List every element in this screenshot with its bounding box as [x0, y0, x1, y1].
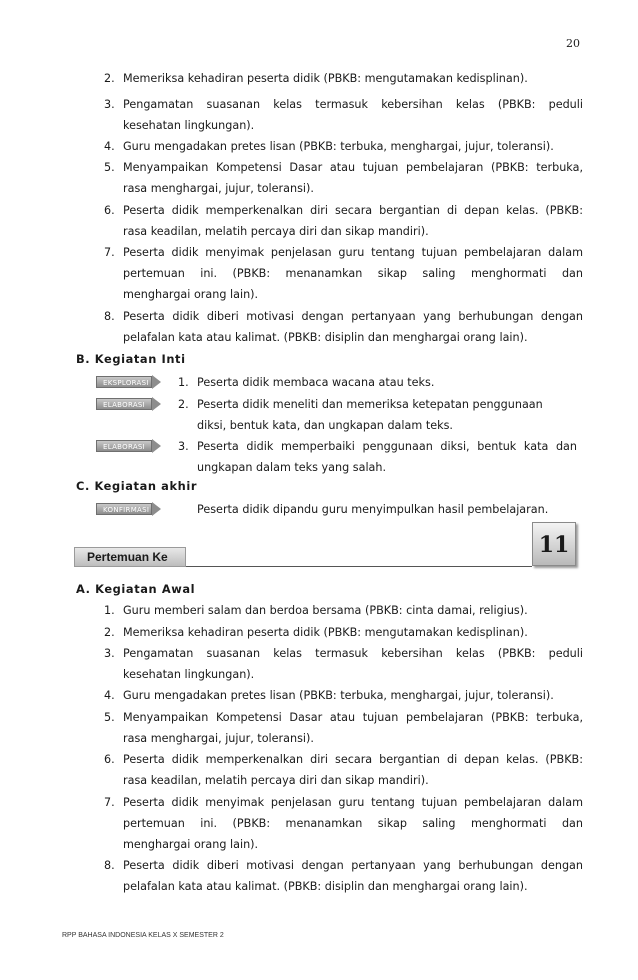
item-text: rasa keadilan, melatih percaya diri dan sikap mandiri).: [123, 225, 429, 238]
item-text: diksi, bentuk kata, dan ungkapan dalam teks.: [197, 419, 453, 432]
item-number: 6.: [104, 204, 115, 217]
item-number: 3.: [104, 98, 115, 111]
item-text: Peserta didik diberi motivasi dengan pertanyaan yang berhubungan dengan: [123, 310, 583, 323]
badge-label: KONFIRMASI: [96, 503, 152, 515]
item-text: Pengamatan suasanan kelas termasuk kebersihan kelas (PBKB: peduli: [123, 98, 583, 111]
item-number: 7.: [104, 796, 115, 809]
item-number: 8.: [104, 310, 115, 323]
item-number: 5.: [104, 161, 115, 174]
item-number: 8.: [104, 859, 115, 872]
item-text: pelafalan kata atau kalimat. (PBKB: disiplin dan menghargai orang lain).: [123, 331, 528, 344]
item-text: kesehatan lingkungan).: [123, 119, 255, 132]
item-text: Peserta didik memperbaiki penggunaan diksi, bentuk kata dan: [197, 440, 577, 453]
badge-label: ELABORASI: [96, 440, 152, 452]
item-text: rasa menghargai, jujur, toleransi).: [123, 732, 314, 745]
item-number: 1.: [104, 604, 115, 617]
badge-label: ELABORASI: [96, 398, 152, 410]
badge-arrow-icon: [152, 397, 161, 411]
item-text: kesehatan lingkungan).: [123, 668, 255, 681]
item-text: Peserta didik membaca wacana atau teks.: [197, 376, 435, 389]
item-number: 3.: [178, 440, 189, 453]
item-number: 3.: [104, 647, 115, 660]
item-text: Peserta didik menyimak penjelasan guru tentang tujuan pembelajaran dalam: [123, 246, 583, 259]
badge-elaborasi: [96, 398, 161, 410]
item-text: pertemuan ini. (PBKB: menanamkan sikap saling menghormati dan: [123, 817, 583, 830]
item-number: 2.: [104, 72, 115, 85]
item-number: 4.: [104, 140, 115, 153]
item-number: 2.: [178, 398, 189, 411]
page-footer: RPP BAHASA INDONESIA KELAS X SEMESTER 2: [62, 932, 224, 939]
item-text: Guru memberi salam dan berdoa bersama (PBKB: cinta damai, religius).: [123, 604, 528, 617]
page-number: 20: [566, 37, 580, 50]
badge-arrow-icon: [152, 439, 161, 453]
item-number: 4.: [104, 689, 115, 702]
list-item: [178, 394, 189, 415]
badge-konfirmasi: [96, 503, 161, 515]
item-text: rasa menghargai, jujur, toleransi).: [123, 182, 314, 195]
list-item: [178, 436, 189, 457]
item-text: Peserta didik memperkenalkan diri secara bergantian di depan kelas. (PBKB:: [123, 204, 583, 217]
badge-arrow-icon: [152, 502, 161, 516]
item-text: rasa keadilan, melatih percaya diri dan sikap mandiri).: [123, 774, 429, 787]
list-item: [178, 372, 189, 393]
item-text: Peserta didik menyimak penjelasan guru tentang tujuan pembelajaran dalam: [123, 796, 583, 809]
item-text: Guru mengadakan pretes lisan (PBKB: terbuka, menghargai, jujur, toleransi).: [123, 689, 554, 702]
item-number: 1.: [178, 376, 189, 389]
item-text: Peserta didik dipandu guru menyimpulkan hasil pembelajaran.: [197, 503, 549, 516]
item-text: ungkapan dalam teks yang salah.: [197, 461, 387, 474]
item-text: Menyampaikan Kompetensi Dasar atau tujuan pembelajaran (PBKB: terbuka,: [123, 711, 583, 724]
item-text: Peserta didik memperkenalkan diri secara bergantian di depan kelas. (PBKB:: [123, 753, 583, 766]
session-banner: Pertemuan Ke: [74, 547, 186, 567]
section-heading-inti: B. Kegiatan Inti: [76, 352, 186, 366]
item-text: Menyampaikan Kompetensi Dasar atau tujuan pembelajaran (PBKB: terbuka,: [123, 161, 583, 174]
section-heading-awal: A. Kegiatan Awal: [76, 582, 196, 596]
item-text: Memeriksa kehadiran peserta didik (PBKB: mengutamakan kedisplinan).: [123, 72, 528, 85]
item-number: 6.: [104, 753, 115, 766]
section-heading-akhir: C. Kegiatan akhir: [76, 479, 198, 493]
session-number-box: 11: [532, 522, 576, 566]
item-text: Pengamatan suasanan kelas termasuk kebersihan kelas (PBKB: peduli: [123, 647, 583, 660]
badge-eksplorasi: [96, 376, 161, 388]
item-number: 5.: [104, 711, 115, 724]
item-number: 2.: [104, 626, 115, 639]
item-text: Guru mengadakan pretes lisan (PBKB: terbuka, menghargai, jujur, toleransi).: [123, 140, 554, 153]
badge-elaborasi: [96, 440, 161, 452]
item-text: pelafalan kata atau kalimat. (PBKB: disiplin dan menghargai orang lain).: [123, 880, 528, 893]
item-text: pertemuan ini. (PBKB: menanamkan sikap saling menghormati dan: [123, 267, 583, 280]
badge-label: EKSPLORASI: [96, 376, 152, 388]
item-text: Peserta didik diberi motivasi dengan pertanyaan yang berhubungan dengan: [123, 859, 583, 872]
banner-divider: [186, 566, 532, 567]
item-text: Peserta didik meneliti dan memeriksa ketepatan penggunaan: [197, 398, 543, 411]
item-text: Memeriksa kehadiran peserta didik (PBKB: mengutamakan kedisplinan).: [123, 626, 528, 639]
badge-arrow-icon: [152, 375, 161, 389]
item-number: 7.: [104, 246, 115, 259]
item-text: menghargai orang lain).: [123, 838, 259, 851]
item-text: menghargai orang lain).: [123, 288, 259, 301]
